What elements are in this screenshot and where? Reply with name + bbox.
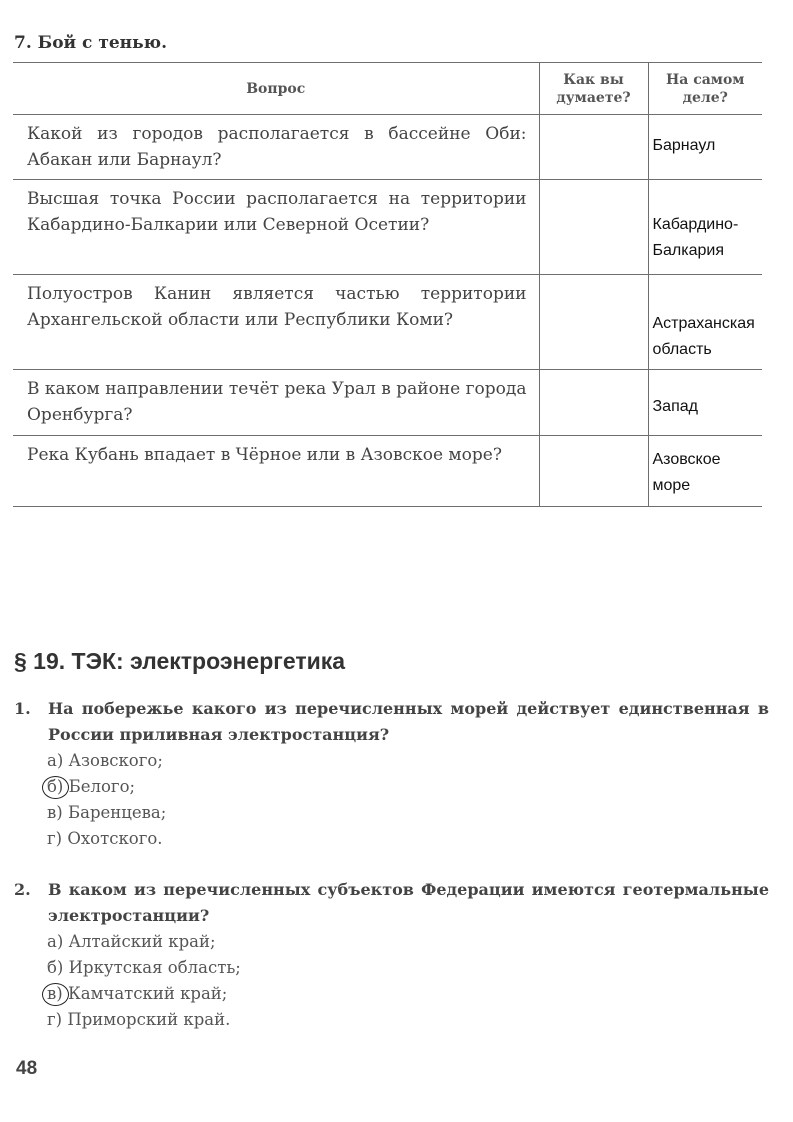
option-text: Охотского. [67,829,163,848]
answer-cell[interactable]: Запад [648,370,762,436]
option-letter: г) [47,829,63,848]
option-c[interactable] [47,981,769,1007]
option-d[interactable] [47,826,769,852]
option-letter: г) [47,1010,63,1029]
guess-cell[interactable] [539,115,648,180]
table-row [13,275,762,370]
selected-answer-circle [42,776,69,799]
row-question: В каком направлении течёт река Урал в районе города Оренбурга? [13,370,539,436]
option-text: Приморский край. [67,1010,231,1029]
option-text: Белого; [68,777,136,796]
page-number: 48 [16,1058,38,1079]
task-question: В каком из перечисленных субъектов Федерации имеются геотермальные электростанции? [48,880,769,925]
section-title: § 19. ТЭК: электроэнергетика [14,648,346,674]
answer-cell[interactable]: Кабардино-Балкария [648,180,762,275]
row-question: Какой из городов располагается в бассейне Оби: Абакан или Барнаул? [13,115,539,180]
header-actual: На самом деле? [648,63,762,115]
option-a[interactable] [47,748,769,774]
answer-cell[interactable]: Азовское море [648,436,762,507]
task-2 [14,877,769,1033]
task-7-heading: 7. Бой с тенью. [14,33,168,53]
guess-cell[interactable] [539,370,648,436]
options-list [14,748,769,852]
header-guess: Как вы думаете? [539,63,648,115]
table-header-row [13,63,762,115]
option-c[interactable] [47,800,769,826]
option-letter: б) [47,777,64,796]
task-question: На побережье какого из перечисленных морей действует единственная в России приливная электростанция? [48,699,769,744]
guess-cell[interactable] [539,436,648,507]
option-b[interactable] [47,774,769,800]
task-number: 2. [14,880,31,899]
table-row [13,115,762,180]
task-1 [14,696,769,852]
option-letter: в) [47,803,63,822]
row-question: Река Кубань впадает в Чёрное или в Азовское море? [13,436,539,507]
guess-cell[interactable] [539,275,648,370]
answer-cell[interactable]: Барнаул [648,115,762,180]
selected-answer-circle [42,983,69,1006]
answer-cell[interactable]: Астраханская область [648,275,762,370]
option-text: Камчатский край; [67,984,228,1003]
options-list [14,929,769,1033]
header-question: Вопрос [13,63,539,115]
option-text: Баренцева; [67,803,167,822]
option-letter: а) [47,932,64,951]
option-text: Алтайский край; [68,932,216,951]
shadow-fight-table [13,62,762,507]
option-b[interactable] [47,955,769,981]
table-row [13,370,762,436]
row-question: Высшая точка России располагается на территории Кабардино-Балкарии или Северной Осетии? [13,180,539,275]
option-text: Иркутская область; [68,958,241,977]
table-row [13,436,762,507]
option-letter: а) [47,751,64,770]
option-d[interactable] [47,1007,769,1033]
option-letter: б) [47,958,64,977]
option-text: Азовского; [68,751,163,770]
option-a[interactable] [47,929,769,955]
task-number: 1. [14,699,31,718]
option-letter: в) [47,984,63,1003]
row-question: Полуостров Канин является частью территории Архангельской области или Республики Коми? [13,275,539,370]
guess-cell[interactable] [539,180,648,275]
table-row [13,180,762,275]
